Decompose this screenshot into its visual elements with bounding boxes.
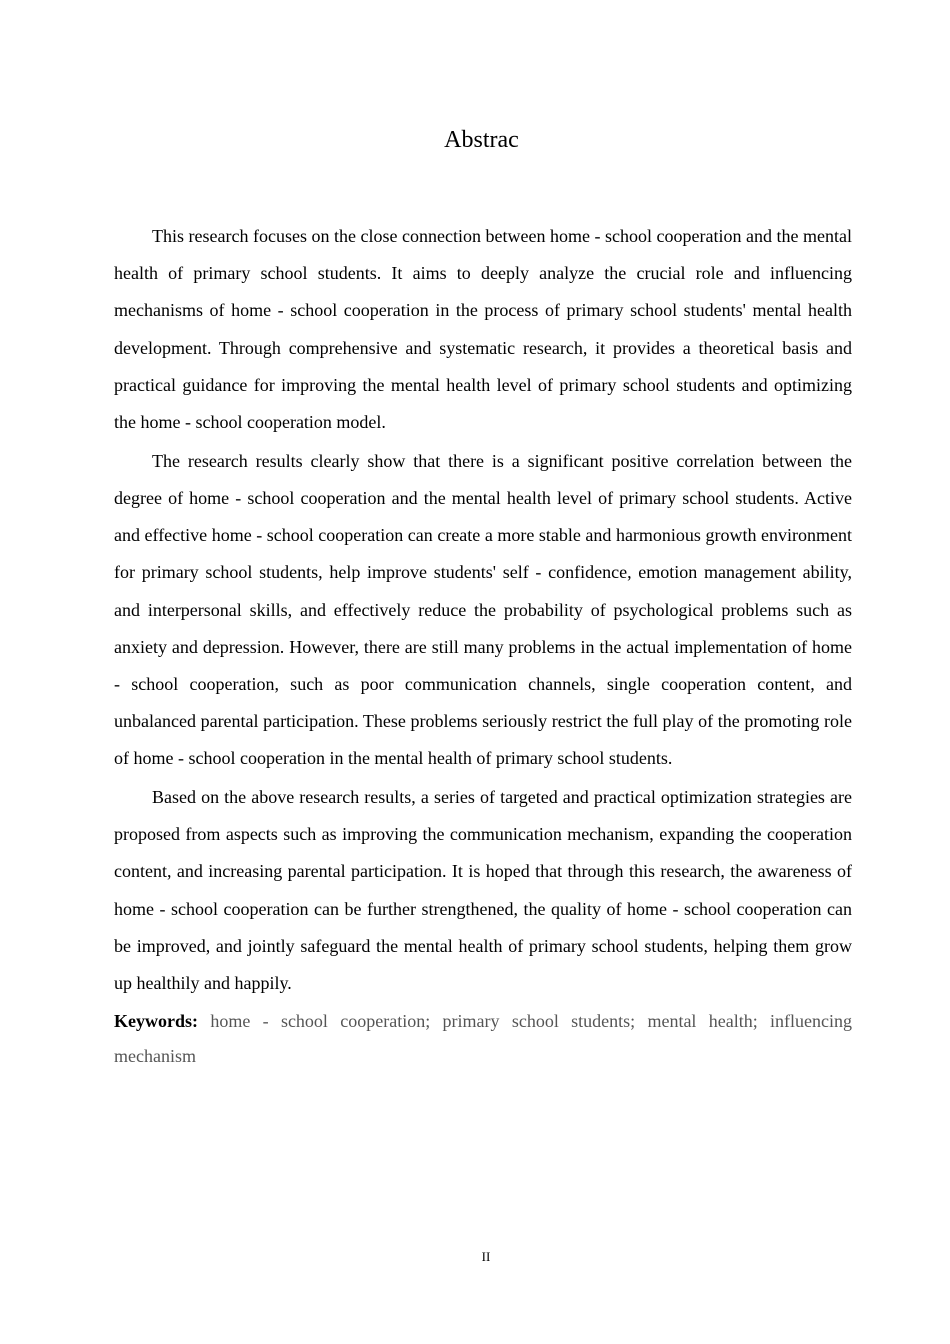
abstract-paragraph-2: The research results clearly show that there is a significant positive correlation between the degree of home - school cooperation and the mental health level of primary school students. Active and effective home - school cooperation can create a more stable and harmonious growth environment for primary school students, help improve students' self - confidence, emotion management ability, and interpersonal skills, and effectively reduce the probability of psychological problems such as anxiety and depression. However, there are still many problems in the actual implementation of home - school cooperation, such as poor communication channels, single cooperation content, and unbalanced parental participation. These problems seriously restrict the full play of the promoting role of home - school cooperation in the mental health of primary school students. <box>114 450 852 769</box>
abstract-body <box>114 218 852 1074</box>
keywords-label: Keywords: <box>114 1010 198 1031</box>
page-number: II <box>481 1249 491 1264</box>
keywords-line <box>114 1004 852 1074</box>
abstract-paragraph-1: This research focuses on the close connection between home - school cooperation and the mental health of primary school students. It aims to deeply analyze the crucial role and influencing mechanisms of home - school cooperation in the process of primary school students' mental health development. Through comprehensive and systematic research, it provides a theoretical basis and practical guidance for improving the mental health level of primary school students and optimizing the home - school cooperation model. <box>114 226 852 433</box>
keywords-text: home - school cooperation; primary school students; mental health; influencing mechanism <box>114 1010 853 1066</box>
abstract-paragraph-3: Based on the above research results, a series of targeted and practical optimization strategies are proposed from aspects such as improving the communication mechanism, expanding the cooperation content, and increasing parental participation. It is hoped that through this research, the awareness of home - school cooperation can be further strengthened, the quality of home - school cooperation can be improved, and jointly safeguard the mental health of primary school students, helping them grow up healthily and happily. <box>114 787 852 994</box>
page-title: Abstrac <box>444 127 519 153</box>
